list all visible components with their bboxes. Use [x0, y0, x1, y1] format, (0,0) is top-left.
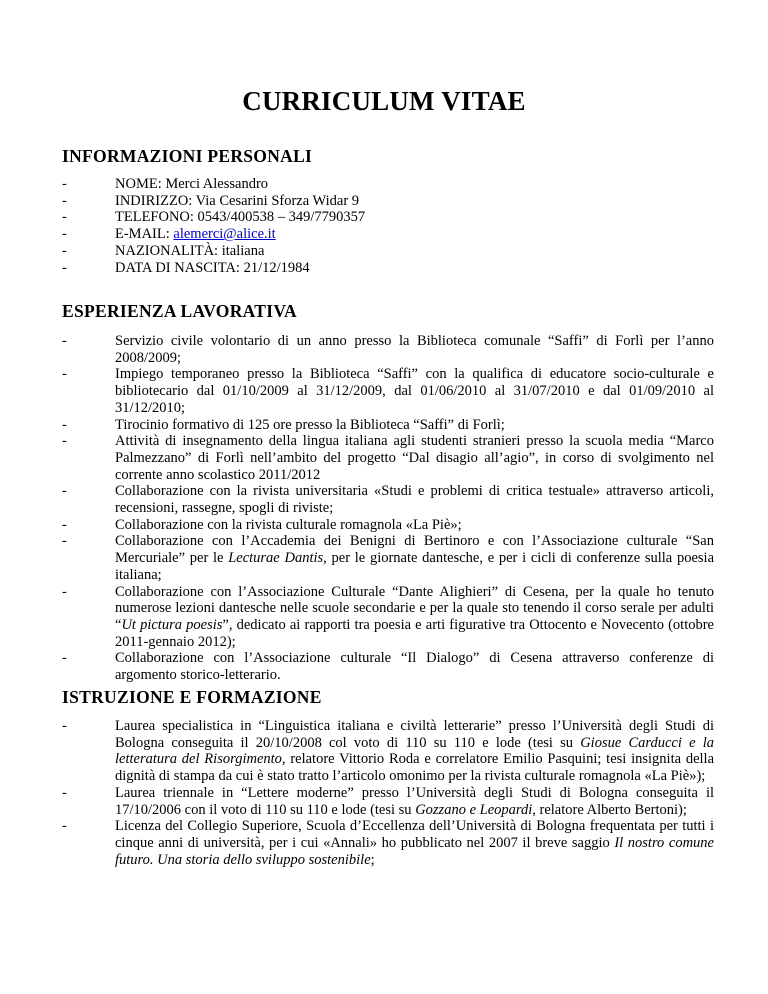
dash-bullet: - [62, 192, 67, 209]
dash-bullet: - [62, 209, 67, 226]
list-item: - Attività di insegnamento della lingua italiana agli studenti stranieri presso la scuola media “Marco Palmezzano” di Forlì nell’ambito del progetto “Dal disagio all’agio”, in corso di svolgimento nel corrente anno scolastico 2011/2012 [62, 433, 714, 483]
list-item: - Impiego temporaneo presso la Biblioteca “Saffi” con la qualifica di educatore socio-culturale e bibliotecario dal 01/10/2009 al 31/12/2009, dal 01/06/2010 al 31/07/2010 e dal 01/09/2010 al 31/12/2010; [62, 366, 714, 416]
dash-bullet: - [62, 784, 67, 801]
dash-bullet: - [62, 366, 67, 383]
section-heading-work: ESPERIENZA LAVORATIVA [62, 301, 297, 321]
dash-bullet: - [62, 433, 67, 450]
work-experience-list [62, 333, 714, 684]
dash-bullet: - [62, 818, 67, 835]
dash-bullet: - [62, 242, 67, 259]
dash-bullet: - [62, 259, 67, 276]
list-item: - Collaborazione con l’Associazione culturale “Il Dialogo” di Cesena attraverso conferenze di argomento storico-letterario. [62, 650, 714, 684]
section-heading-education: ISTRUZIONE E FORMAZIONE [62, 687, 322, 707]
list-item-address: - INDIRIZZO: Via Cesarini Sforza Widar 9 [62, 192, 360, 209]
dash-bullet: - [62, 416, 67, 433]
list-item: - Collaborazione con la rivista universitaria «Studi e problemi di critica testuale» attraverso articoli, recensioni, rassegne, spogli di riviste; [62, 483, 714, 517]
list-item: - Collaborazione con l’Associazione Culturale “Dante Alighieri” di Cesena, per la quale ho tenuto numerose lezioni dantesche nelle scuole secondarie e per la quale sto tenendo il corso serale per adulti “Ut pictura poesis”, dedicato ai rapporti tra poesia e arti figurative tra Ottocento e Novecento (ottobre 2011-gennaio 2012); [62, 583, 714, 650]
list-item: - Collaborazione con l’Accademia dei Benigni di Bertinoro e con l’Associazione culturale “San Mercuriale” per le Lecturae Dantis, per le giornate dantesche, e per i cicli di conferenze sulla poesia italiana; [62, 533, 715, 583]
personal-info-list [62, 176, 714, 276]
dash-bullet: - [62, 516, 67, 533]
document-title: CURRICULUM VITAE [242, 86, 526, 116]
list-item: - Laurea triennale in “Lettere moderne” presso l’Università degli Studi di Bologna conseguita il 17/10/2006 con il voto di 110 su 110 e lode (tesi su Gozzano e Leopardi, relatore Alberto Bertoni); [62, 784, 714, 818]
email-link[interactable]: alemerci@alice.it [173, 226, 276, 243]
list-item: - Collaborazione con la rivista culturale romagnola «La Piè»; [62, 516, 462, 533]
list-item: - Servizio civile volontario di un anno presso la Biblioteca comunale “Saffi” di Forlì per l’anno 2008/2009; [62, 333, 714, 366]
dash-bullet: - [62, 583, 67, 600]
list-item: - Laurea specialistica in “Linguistica italiana e civiltà letterarie” presso l’Università degli Studi di Bologna conseguita il 20/10/2008 col voto di 110 su 110 e lode (tesi su Giosue Carducci e la letteratura del Risorgimento, relatore Vittorio Roda e correlatore Emilio Pasquini; tesi insignita della dignità di stampa da cui è stato tratto l’articolo omonimo per la rivista culturale romagnola «La Piè»); [62, 718, 715, 785]
list-item-birthdate: - DATA DI NASCITA: 21/12/1984 [62, 259, 310, 276]
list-item-phone: - TELEFONO: 0543/400538 – 349/7790357 [62, 209, 366, 226]
section-heading-personal: INFORMAZIONI PERSONALI [62, 146, 313, 166]
dash-bullet: - [62, 176, 67, 192]
dash-bullet: - [62, 483, 67, 500]
list-item-nationality: - NAZIONALITÀ: italiana [62, 242, 265, 259]
dash-bullet: - [62, 333, 67, 349]
list-item: - Tirocinio formativo di 125 ore presso la Biblioteca “Saffi” di Forlì; [62, 416, 505, 433]
dash-bullet: - [62, 718, 67, 734]
dash-bullet: - [62, 226, 67, 243]
list-item-name: - NOME: Merci Alessandro [62, 176, 269, 192]
dash-bullet: - [62, 533, 67, 550]
dash-bullet: - [62, 650, 67, 667]
list-item: - Licenza del Collegio Superiore, Scuola d’Eccellenza dell’Università di Bologna frequentata per tutti i cinque anni di università, per i cui «Annali» ho pubblicato nel 2007 il breve saggio Il nostro comune futuro. Una storia dello sviluppo sostenibile; [62, 818, 714, 868]
list-item-email: - E-MAIL: alemerci@alice.it [62, 226, 276, 243]
education-list [62, 718, 714, 868]
